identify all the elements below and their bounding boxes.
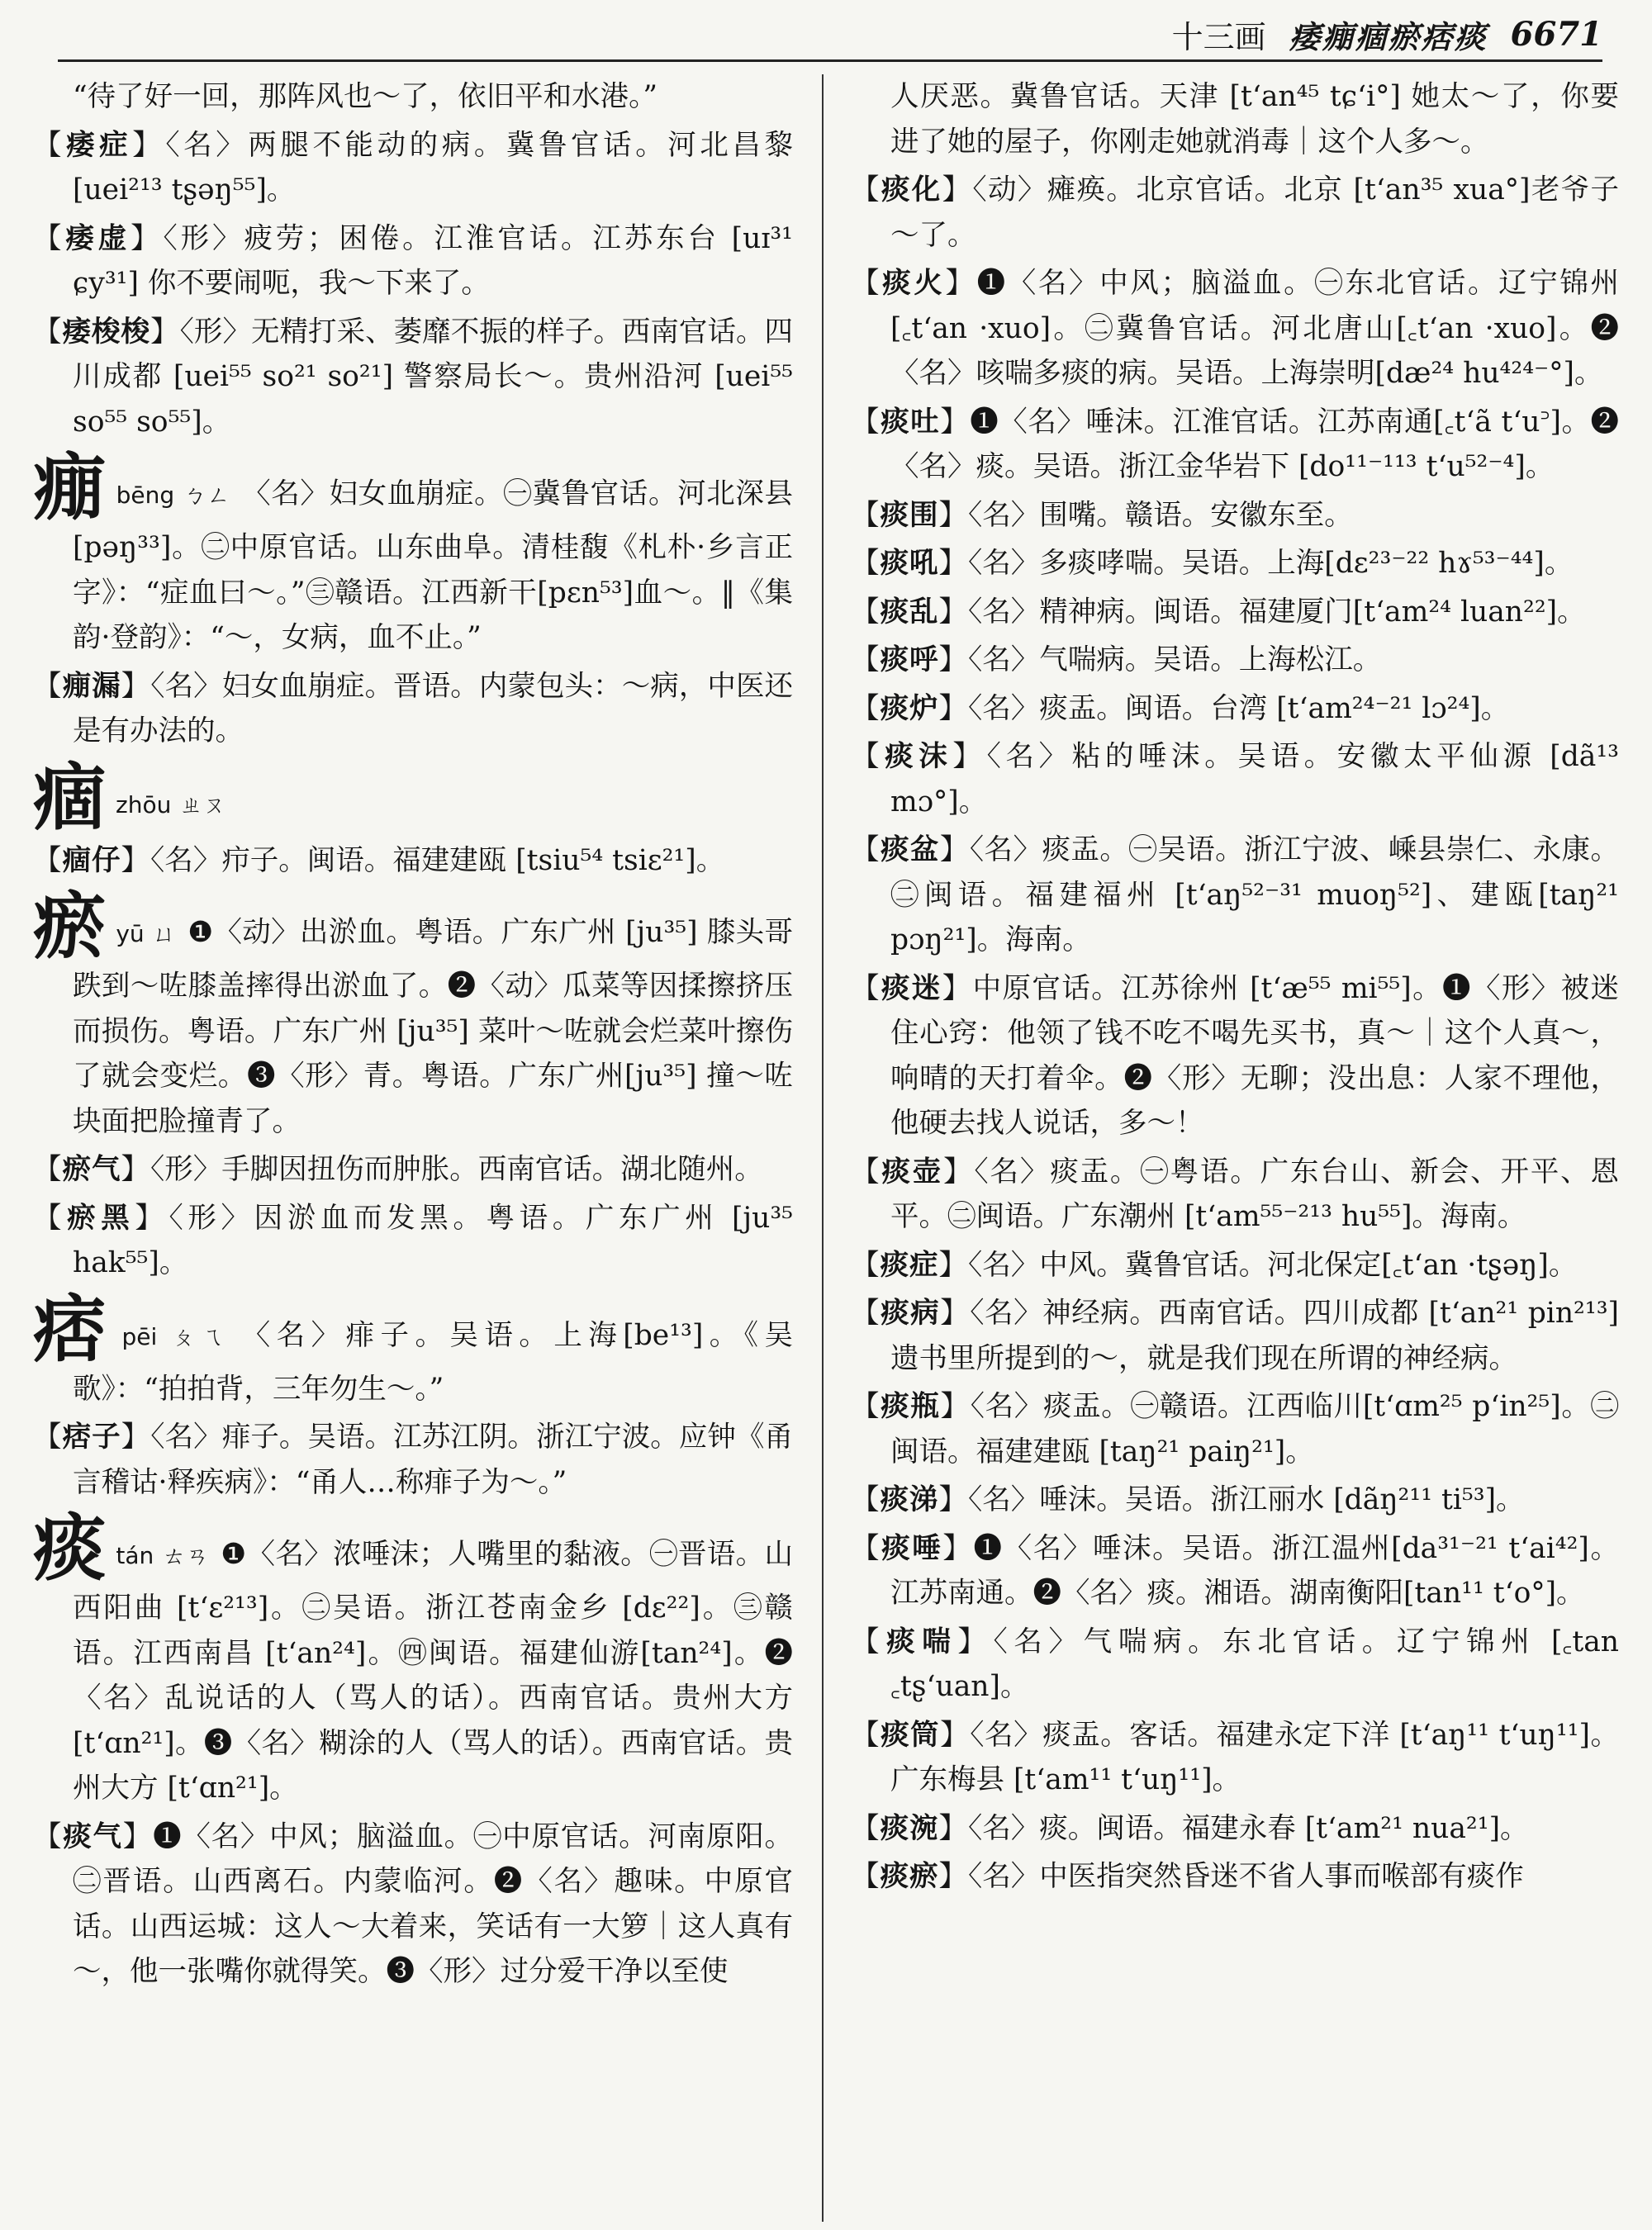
right-column <box>851 74 1619 2226</box>
dictionary-entry <box>33 838 793 884</box>
section-label: 十三画 <box>1171 18 1266 55</box>
character-entry <box>33 883 793 1144</box>
entry-headword: 【痰火】 <box>851 267 977 300</box>
dictionary-entry <box>851 734 1619 824</box>
dictionary-entry <box>851 1384 1619 1474</box>
dictionary-entry <box>851 1243 1619 1288</box>
zhuyin: ㄩ <box>152 920 177 947</box>
entry-headword: 【痰乱】 <box>851 595 968 629</box>
column-divider <box>822 74 824 2222</box>
entry-definition: 〈名〉妇女血崩症。晋语。内蒙包头：～病，中医还是有办法的。 <box>73 669 793 747</box>
entry-headword: 【痰唾】 <box>851 1531 974 1565</box>
dictionary-entry <box>851 1854 1619 1900</box>
entry-headword: 【痰涕】 <box>851 1483 968 1516</box>
entry-headword: 【痞子】 <box>33 1421 151 1454</box>
entry-definition: 〈形〉疲劳；困倦。江淮官话。江苏东台 [uɪ³¹ ɕy³¹] 你不要闹呃，我～下来了。 <box>73 221 793 300</box>
pinyin: pēi <box>121 1322 158 1350</box>
dictionary-entry <box>33 310 793 445</box>
pinyin: tán <box>116 1542 154 1569</box>
entry-text: 人厌恶。冀鲁官话。天津 [t‘an⁴⁵ tɕ‘i°] 她太～了，你要进了她的屋子，你刚走她就消毒｜这个人多～。 <box>890 80 1619 159</box>
entry-headword: 【痰沫】 <box>851 740 987 773</box>
head-character: 痰 <box>33 1505 107 1591</box>
dictionary-entry <box>33 664 793 754</box>
entry-headword: 【痰病】 <box>851 1297 971 1330</box>
dictionary-entry <box>851 1620 1619 1710</box>
entry-headword: 【痰迷】 <box>851 971 973 1005</box>
dictionary-entry <box>851 541 1619 586</box>
entry-definition: 〈名〉粘的唾沫。吴语。安徽太平仙源 [dã¹³ mɔ°]。 <box>890 740 1619 818</box>
entry-definition: 〈名〉痰盂。闽语。台湾 [t‘am²⁴⁻²¹ lɔ²⁴]。 <box>968 691 1510 725</box>
head-character: 痞 <box>33 1285 112 1372</box>
entry-definition: 〈名〉中风。冀鲁官话。河北保定[꜀t‘an ·tʂəŋ]。 <box>968 1248 1578 1282</box>
entry-definition: 〈名〉痰。闽语。福建永春 [t‘am²¹ nua²¹]。 <box>968 1811 1529 1845</box>
dictionary-entry <box>33 123 793 213</box>
head-character: 痼 <box>33 753 107 840</box>
entry-definition: 〈名〉痱子。吴语。江苏江阴。浙江宁波。应钟《甬言稽诂·释疾病》：“甬人…称痱子为～。” <box>73 1421 793 1499</box>
entry-definition: 〈名〉气喘病。东北官话。辽宁锦州 [꜀tan ꜀tʂ‘uan]。 <box>890 1625 1619 1703</box>
dictionary-entry <box>851 1291 1619 1381</box>
entry-definition: 〈名〉疖子。闽语。福建建瓯 [tsiu⁵⁴ tsiɛ²¹]。 <box>150 843 725 877</box>
dictionary-entry <box>33 1815 793 1995</box>
entry-definition: 〈动〉瘫痪。北京官话。北京 [t‘an³⁵ xua°]老爷子～了。 <box>890 173 1619 252</box>
entry-definition: 〈名〉神经病。西南官话。四川成都 [t‘an²¹ pin²¹³] 遗书里所提到的～，就是我们现在所谓的神经病。 <box>890 1297 1619 1375</box>
continued-text <box>33 74 793 120</box>
entry-definition: 〈形〉手脚因扭伤而肿胀。西南官话。湖北随州。 <box>150 1153 763 1186</box>
entry-definition: ❶〈名〉中风；脑溢血。㊀中原官话。河南原阳。㊁晋语。山西离石。内蒙临河。❷〈名〉趣味。中原官话。山西运城：这人～大着来，笑话有一大箩｜这人真有～，他一张嘴你就得笑。❸〈形〉过分爱干净以至使 <box>73 1820 793 1988</box>
entry-headword: 【痼仔】 <box>33 843 150 877</box>
entry-definition: 〈名〉痰盂。㊀粤语。广东台山、新会、开平、恩平。㊁闽语。广东潮州 [t‘am⁵⁵⁻²¹³ hu⁵⁵]。海南。 <box>890 1155 1619 1233</box>
pinyin: bēng <box>116 482 175 509</box>
character-entry <box>33 444 793 661</box>
entry-definition: 〈名〉痱子。吴语。上海[be¹³]。《吴歌》：“拍拍背，三年勿生～。” <box>73 1318 793 1406</box>
entry-definition: ❶〈名〉唾沫。吴语。浙江温州[da³¹⁻²¹ t‘ai⁴²]。江苏南通。❷〈名〉痰。湘语。湖南衡阳[tan¹¹ t‘o°]。 <box>890 1531 1619 1610</box>
entry-definition: 〈名〉唾沫。吴语。浙江丽水 [dãŋ²¹¹ ti⁵³]。 <box>968 1483 1525 1516</box>
dictionary-entry <box>851 1806 1619 1852</box>
zhuyin: ㄓㄡ <box>179 790 226 818</box>
entry-definition: ❶〈动〉出淤血。粤语。广东广州 [ju³⁵] 膝头哥跌到～咗膝盖摔得出淤血了。❷〈动〉瓜菜等因揉擦挤压而损伤。粤语。广东广州 [ju³⁵] 菜叶～咗就会烂菜叶擦伤了就会变烂。❸〈形〉青。粤语。广东广州[ju³⁵] 撞～咗块面把脸撞青了。 <box>73 916 793 1138</box>
dictionary-entry <box>851 168 1619 258</box>
zhuyin: ㄊㄢ <box>162 1542 210 1569</box>
dictionary-entry <box>851 590 1619 635</box>
entry-definition: 〈名〉痰盂。㊀吴语。浙江宁波、嵊县崇仁、永康。㊁闽语。福建福州 [t‘aŋ⁵²⁻³¹ muoŋ⁵²]、建瓯[taŋ²¹ pɔŋ²¹]。海南。 <box>890 833 1619 956</box>
entry-headword: 【痰瓶】 <box>851 1390 971 1423</box>
page-number: 6671 <box>1510 14 1602 54</box>
entry-headword: 【痰炉】 <box>851 691 968 725</box>
entry-definition: 〈形〉因淤血而发黑。粤语。广东广州 [ju³⁵ hak⁵⁵]。 <box>73 1201 793 1279</box>
entry-headword: 【痰症】 <box>851 1248 968 1282</box>
character-entry <box>33 753 793 840</box>
dictionary-entry <box>851 686 1619 732</box>
entry-definition: 〈名〉多痰哮喘。吴语。上海[dɛ²³⁻²² hɤ⁵³⁻⁴⁴]。 <box>968 547 1574 580</box>
entry-headword: 【痰吼】 <box>851 547 968 580</box>
dictionary-entry <box>33 1147 793 1193</box>
entry-text: “待了好一回，那阵风也～了，依旧平和水港。” <box>73 80 658 113</box>
continued-text <box>851 74 1619 164</box>
entry-headword: 【痰围】 <box>851 498 968 532</box>
dictionary-entry <box>851 1478 1619 1523</box>
entry-headword: 【瘀气】 <box>33 1153 150 1186</box>
header-characters: 痿痭痼瘀痞痰 <box>1289 17 1488 55</box>
entry-headword: 【痰筒】 <box>851 1718 971 1752</box>
entry-definition: 〈名〉痰盂。客话。福建永定下洋 [t‘aŋ¹¹ t‘uŋ¹¹]。广东梅县 [t‘am¹¹ t‘uŋ¹¹]。 <box>890 1718 1619 1796</box>
entry-definition: ❶〈名〉唾沫。江淮官话。江苏南通[꜀t‘ã t‘u꜄]。❷〈名〉痰。吴语。浙江金华岩下 [do¹¹⁻¹¹³ t‘u⁵²⁻⁴]。 <box>890 405 1619 483</box>
entry-headword: 【痿梭梭】 <box>33 315 180 349</box>
dictionary-entry <box>851 966 1619 1146</box>
page-header <box>58 8 1602 62</box>
dictionary-entry <box>33 216 793 306</box>
entry-headword: 【痿症】 <box>33 128 166 162</box>
entry-headword: 【痰呼】 <box>851 643 968 676</box>
dictionary-entry <box>851 493 1619 539</box>
pinyin: yū <box>116 920 145 947</box>
dictionary-entry <box>851 1713 1619 1803</box>
entry-headword: 【痰壶】 <box>851 1155 975 1189</box>
dictionary-entry <box>33 1196 793 1286</box>
character-entry <box>33 1285 793 1412</box>
entry-definition: ❶〈名〉浓唾沫；人嘴里的黏液。㊀晋语。山西阳曲 [t‘ɛ²¹³]。㊁吴语。浙江苍南金乡 [dɛ²²]。㊂赣语。江西南昌 [t‘an²⁴]。㊃闽语。福建仙游[tan²⁴]。❷〈名〉乱说话的人（骂人的话）。西南官话。贵州大方 [t‘ɑn²¹]。❸〈名〉糊涂的人（骂人的话）。西南官话。贵州大方 [t‘ɑn²¹]。 <box>73 1538 793 1805</box>
entry-definition: 〈名〉围嘴。赣语。安徽东至。 <box>968 498 1353 532</box>
left-column <box>33 74 793 2226</box>
zhuyin: ㄅㄥ <box>183 482 231 509</box>
entry-headword: 【痰盆】 <box>851 833 970 866</box>
dictionary-entry <box>851 638 1619 683</box>
head-character: 瘀 <box>33 883 107 969</box>
entry-definition: 〈名〉气喘病。吴语。上海松江。 <box>968 643 1382 676</box>
pinyin: zhōu <box>116 790 172 818</box>
entry-definition: ❶〈名〉中风；脑溢血。㊀东北官话。辽宁锦州[꜀t‘an ·xuo]。㊁冀鲁官话。河北唐山[꜀t‘an ·xuo]。❷〈名〉咳喘多痰的病。吴语。上海崇明[dæ²⁴ hu⁴²⁴⁻°]。 <box>890 267 1619 390</box>
entry-definition: 〈名〉两腿不能动的病。冀鲁官话。河北昌黎[uei²¹³ tʂəŋ⁵⁵]。 <box>73 128 793 206</box>
dictionary-entry <box>33 1415 793 1505</box>
entry-headword: 【痰瘀】 <box>851 1860 968 1893</box>
dictionary-entry <box>851 261 1619 396</box>
dictionary-entry <box>851 1526 1619 1616</box>
entry-headword: 【痰吐】 <box>851 405 971 439</box>
entry-headword: 【痰涴】 <box>851 1811 968 1845</box>
dictionary-entry <box>851 1150 1619 1240</box>
character-entry <box>33 1505 793 1811</box>
entry-headword: 【痿虚】 <box>33 221 164 255</box>
dictionary-entry <box>851 400 1619 490</box>
entry-headword: 【痰气】 <box>33 1820 154 1853</box>
entry-definition: 〈名〉妇女血崩症。㊀冀鲁官话。河北深县[pəŋ³³]。㊁中原官话。山东曲阜。清桂馥《札朴·乡言正字》：“症血曰～。”㊂赣语。江西新干[pɛn⁵³]血～。‖《集韵·登韵》：“～，女病，血不止。” <box>73 477 793 654</box>
dictionary-entry <box>851 828 1619 963</box>
entry-headword: 【痭漏】 <box>33 669 151 703</box>
head-character: 痭 <box>33 444 107 530</box>
entry-definition: 〈形〉无精打采、萎靡不振的样子。西南官话。四川成都 [uei⁵⁵ so²¹ so²¹] 警察局长～。贵州沿河 [uei⁵⁵ so⁵⁵ so⁵⁵]。 <box>73 315 793 439</box>
entry-definition: 中原官话。江苏徐州 [t‘æ⁵⁵ mi⁵⁵]。❶〈形〉被迷住心窍：他领了钱不吃不喝先买书，真～｜这个人真～，响晴的天打着伞。❷〈形〉无聊；没出息：人家不理他，他硬去找人说话，多～！ <box>890 971 1619 1140</box>
zhuyin: ㄆㄟ <box>165 1322 230 1350</box>
entry-definition: 〈名〉中医指突然昏迷不省人事而喉部有痰作 <box>968 1860 1524 1893</box>
entry-definition: 〈名〉痰盂。㊀赣语。江西临川[t‘ɑm²⁵ p‘in²⁵]。㊁闽语。福建建瓯 [taŋ²¹ paiŋ²¹]。 <box>890 1390 1619 1468</box>
entry-headword: 【瘀黑】 <box>33 1201 169 1235</box>
entry-headword: 【痰喘】 <box>851 1625 994 1658</box>
entry-headword: 【痰化】 <box>851 173 973 206</box>
entry-definition: 〈名〉精神病。闽语。福建厦门[t‘am²⁴ luan²²]。 <box>968 595 1586 629</box>
